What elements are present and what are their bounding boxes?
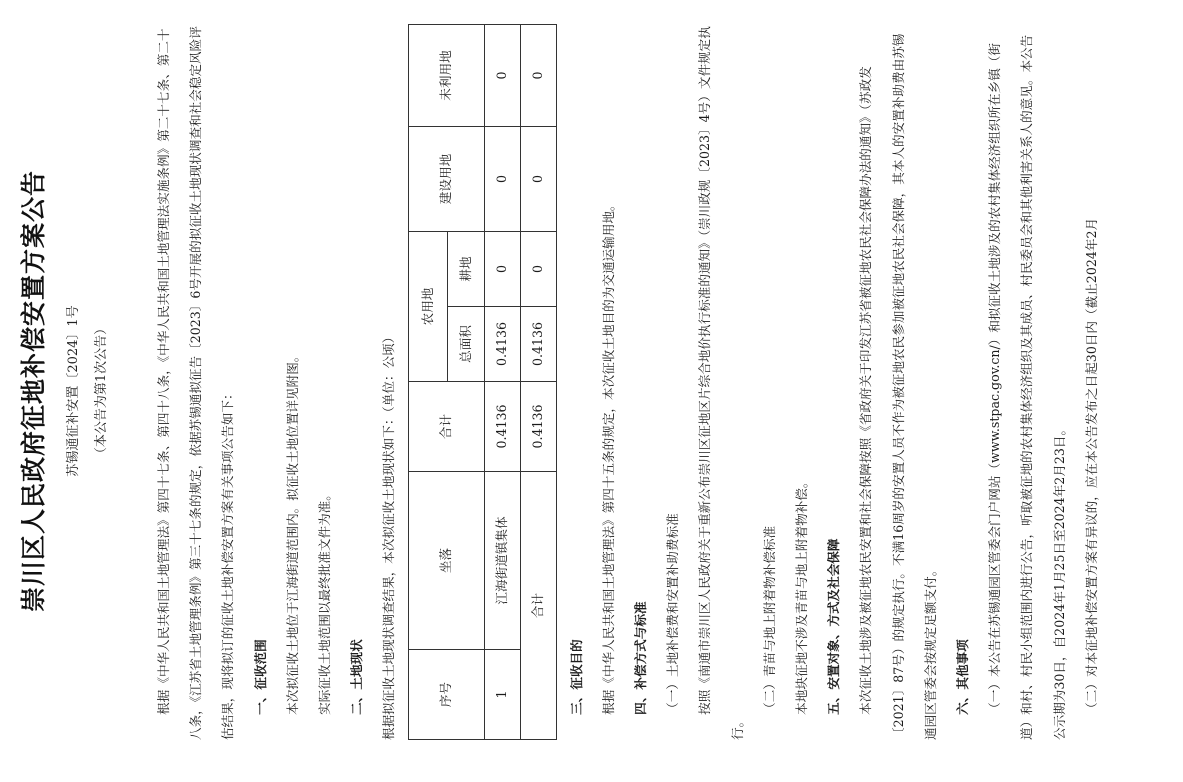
cell-total: 0.4136	[484, 382, 520, 472]
section-5-paragraph: 本次征收土地涉及被征地农民安置和社会保障按照《省政府关于印发江苏省被征地农民社会保障办法的通知》（苏政发〔2021〕87号）的规定执行。不满16周岁的安置人员不作为被征地农民参加被征地农民社会保障，其本人的安置补助费由苏锡通园区管委会按规定足额支付。	[858, 33, 938, 740]
section-4-sub-1: （一）土地补偿费和安置补助费标准	[665, 513, 681, 715]
section-3-paragraph: 根据《中华人民共和国土地管理法》第四十五条的规定，本次征收土地目的为交通运输用地。	[600, 198, 616, 715]
cell-sum-label: 合计	[520, 472, 556, 740]
section-6-paragraph-2: （二）对本征地补偿安置方案有异议的，应在本公告发布之日起30日内（截止2024年2月	[1083, 217, 1099, 715]
section-4-heading: 四、补偿方式与标准	[633, 601, 649, 715]
table-sum-row	[520, 25, 556, 740]
announcement-subtitle: （本公告为第1次公告）	[94, 321, 109, 461]
table-caption: 根据拟征收土地现状调查结果，本次拟征收土地现状如下：（单位：公顷）	[381, 330, 397, 740]
announcement-body	[148, 25, 1108, 740]
announcement-title: 崇川区人民政府征地补偿安置方案公告	[19, 170, 48, 613]
cell-sum-agri-farm: 0	[520, 232, 556, 307]
header-agri: 农用地	[408, 232, 447, 382]
header-total: 合计	[408, 382, 484, 472]
section-1-heading: 一、征收范围	[252, 639, 268, 715]
section-1-paragraph-2: 实际征收土地范围以最终批准文件为准。	[317, 488, 333, 715]
section-4-sub-2: （二）青苗与地上附着物补偿标准	[761, 525, 777, 715]
header-agri-farm: 耕地	[447, 232, 484, 307]
section-2-heading: 二、土地现状	[349, 639, 365, 715]
section-4-paragraph-1: 按照《南通市崇川区人民政府关于重新公布崇川区征地区片综合地价执行标准的通知》（崇川政规〔2023〕4号）文件规定执行。	[697, 26, 745, 740]
table-header-row	[408, 25, 447, 740]
section-4-paragraph-2: 本地块征地不涉及青苗与地上附着物补偿。	[794, 475, 810, 715]
header-unused: 未利用地	[408, 25, 484, 127]
table-row	[484, 25, 520, 740]
section-6-paragraph-1: （一）本公告在苏锡通园区管委会门户网站（www.stpac.gov.cn/）和拟征收土地涉及的农村集体经济组织所在乡镇（街道）和村、村民小组范围内进行公告，听取被征地的农村集体经济组织及其成员、村民委员会和其他利害关系人的意见。本公告公示期为30日，自2024年1月25日至2024年2月23日。	[987, 34, 1067, 740]
header-agri-area: 总面积	[447, 307, 484, 382]
intro-paragraph: 根据《中华人民共和国土地管理法》第四十七条、第四十八条，《中华人民共和国土地管理法实施条例》第二十七条、第二十八条，《江苏省土地管理条例》第三十七条的规定，依据苏锡通拟征告〔2023〕6号开展的拟征收土地现状调查和社会稳定风险评估结果，现将拟订的征收土地补偿安置方案有关事项公告如下：	[156, 26, 236, 740]
cell-unused: 0	[484, 25, 520, 127]
document-number: 苏锡通征补安置〔2024〕1号	[66, 305, 81, 477]
section-1-paragraph-1: 本次拟征收土地位于江海街道范围内。拟征收土地位置详见附图。	[284, 349, 300, 715]
cell-sum-unused: 0	[520, 25, 556, 127]
header-seq: 序号	[408, 650, 484, 740]
cell-seq: 1	[484, 650, 520, 740]
cell-sum-total: 0.4136	[520, 382, 556, 472]
section-5-heading: 五、安置对象、方式及社会保障	[826, 538, 842, 715]
land-status-table	[408, 24, 557, 740]
cell-agri-farm: 0	[484, 232, 520, 307]
cell-agri-area: 0.4136	[484, 307, 520, 382]
header-location: 坐落	[408, 472, 484, 650]
header-construction: 建设用地	[408, 127, 484, 232]
cell-construction: 0	[484, 127, 520, 232]
cell-sum-construction: 0	[520, 127, 556, 232]
section-6-heading: 六、其他事项	[955, 639, 971, 715]
cell-sum-agri-area: 0.4136	[520, 307, 556, 382]
section-3-heading: 三、征收目的	[568, 639, 584, 715]
cell-location: 江海街道镇集体	[484, 472, 520, 650]
